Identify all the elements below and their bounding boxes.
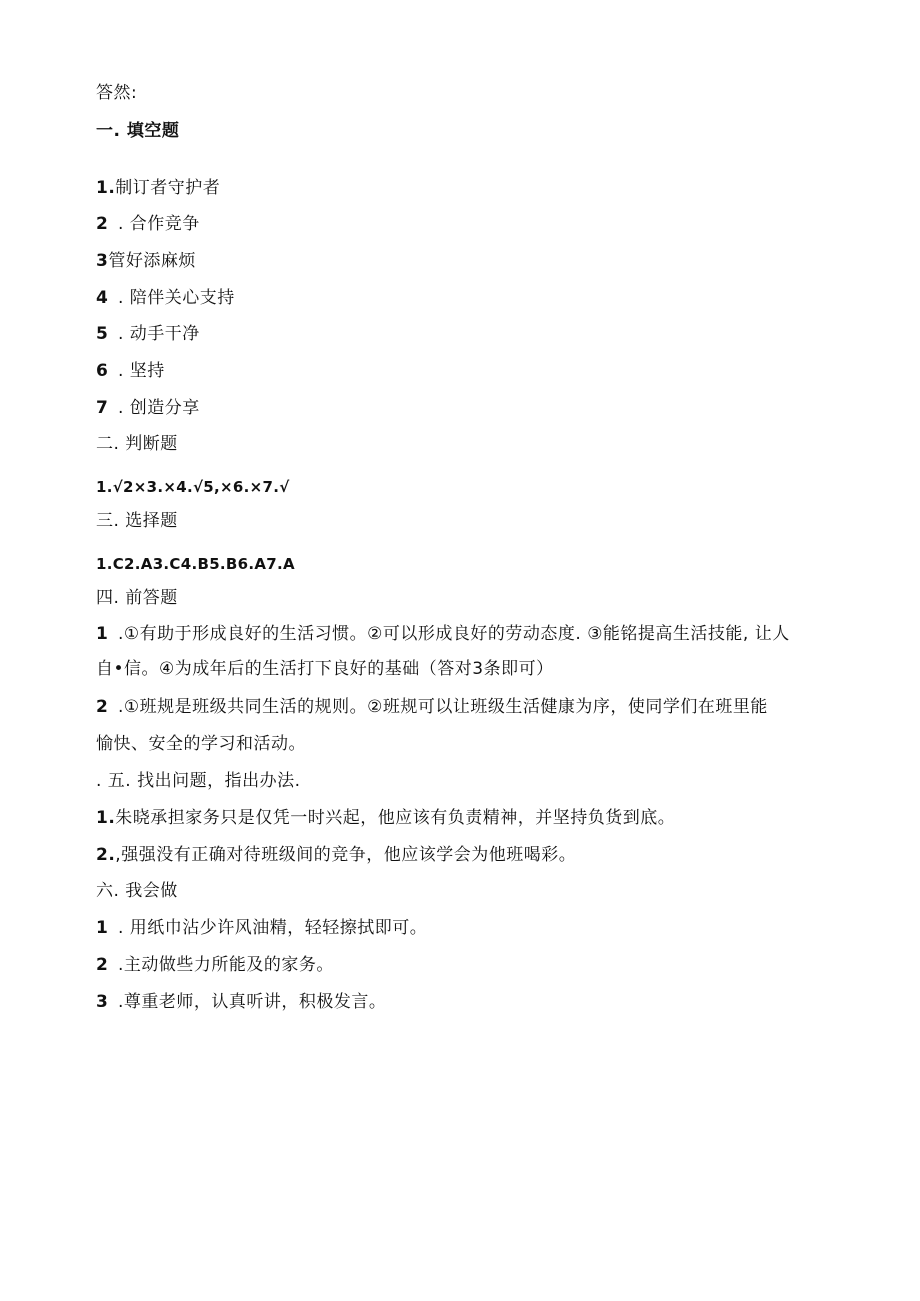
- item-number: 1: [96, 918, 109, 938]
- item-text: .尊重老师，认真听讲，积极发言。: [118, 992, 387, 1012]
- item-number: 1.: [96, 178, 116, 198]
- item-number: 2: [96, 955, 109, 975]
- short-answer-item: [96, 623, 790, 645]
- answer-header: 答然:: [96, 83, 138, 103]
- item-text: ,强强没有正确对待班级间的竞争，他应该学会为他班喝彩。: [115, 845, 577, 865]
- fill-blank-item: [96, 323, 200, 345]
- section-short-answer-title: 四. 前答题: [96, 588, 178, 608]
- item-number: 4: [96, 288, 109, 308]
- i-can-do-item: [96, 917, 427, 939]
- item-number: 5: [96, 324, 109, 344]
- item-text: . 用纸巾沾少许风油精，轻轻擦拭即可。: [118, 918, 428, 938]
- item-text: . 创造分享: [118, 398, 200, 418]
- section-fill-blank-title: 一. 填空题: [96, 121, 180, 141]
- short-answer-continuation: 愉快、安全的学习和活动。: [96, 734, 306, 754]
- true-false-answers: 1.√2×3.×4.√5,×6.×7.√: [96, 478, 290, 496]
- item-text: . 合作竞争: [118, 214, 200, 234]
- fill-blank-item: [96, 177, 220, 199]
- i-can-do-item: [96, 954, 334, 976]
- item-text: 管好添麻烦: [108, 251, 196, 271]
- item-number: 2: [96, 697, 109, 717]
- item-text: 朱晓承担家务只是仅凭一时兴起，他应该有负责精神，并坚持负货到底。: [115, 808, 676, 828]
- item-text: .主动做些力所能及的家务。: [118, 955, 334, 975]
- item-number: 2: [96, 214, 109, 234]
- item-number: 6: [96, 361, 109, 381]
- short-answer-continuation: 自•信。④为成年后的生活打下良好的基础（答对3条即可）: [96, 659, 554, 679]
- short-answer-item: [96, 696, 768, 718]
- choice-answers: 1.C2.A3.C4.B5.B6.A7.A: [96, 555, 295, 573]
- item-number: 1.: [96, 808, 116, 828]
- section-true-false-title: 二. 判断题: [96, 434, 178, 454]
- fill-blank-item: [96, 287, 235, 309]
- item-number: 3: [96, 992, 109, 1012]
- item-text: 制订者守护者: [115, 178, 221, 198]
- fill-blank-item: [96, 213, 200, 235]
- section-choice-title: 三. 选择题: [96, 511, 178, 531]
- item-number: 1: [96, 624, 109, 644]
- find-problem-item: [96, 807, 675, 829]
- section-find-problem-title: . 五. 找出问题，指出办法.: [96, 771, 301, 791]
- item-number: 7: [96, 398, 109, 418]
- item-text: . 坚持: [118, 361, 165, 381]
- fill-blank-item: [96, 397, 200, 419]
- fill-blank-item: [96, 250, 196, 272]
- item-number: 3: [96, 251, 109, 271]
- find-problem-item: [96, 844, 576, 866]
- item-text: .①班规是班级共同生活的规则。②班规可以让班级生活健康为序，使同学们在班里能: [118, 697, 768, 717]
- item-number: 2.: [96, 845, 116, 865]
- i-can-do-item: [96, 991, 386, 1013]
- item-text: . 动手干净: [118, 324, 200, 344]
- item-text: . 陪伴关心支持: [118, 288, 235, 308]
- item-text: .①有助于形成良好的生活习惯。②可以形成良好的劳动态度. ③能铭提高生活技能, 让人: [118, 624, 790, 644]
- section-i-can-do-title: 六. 我会做: [96, 881, 178, 901]
- fill-blank-item: [96, 360, 165, 382]
